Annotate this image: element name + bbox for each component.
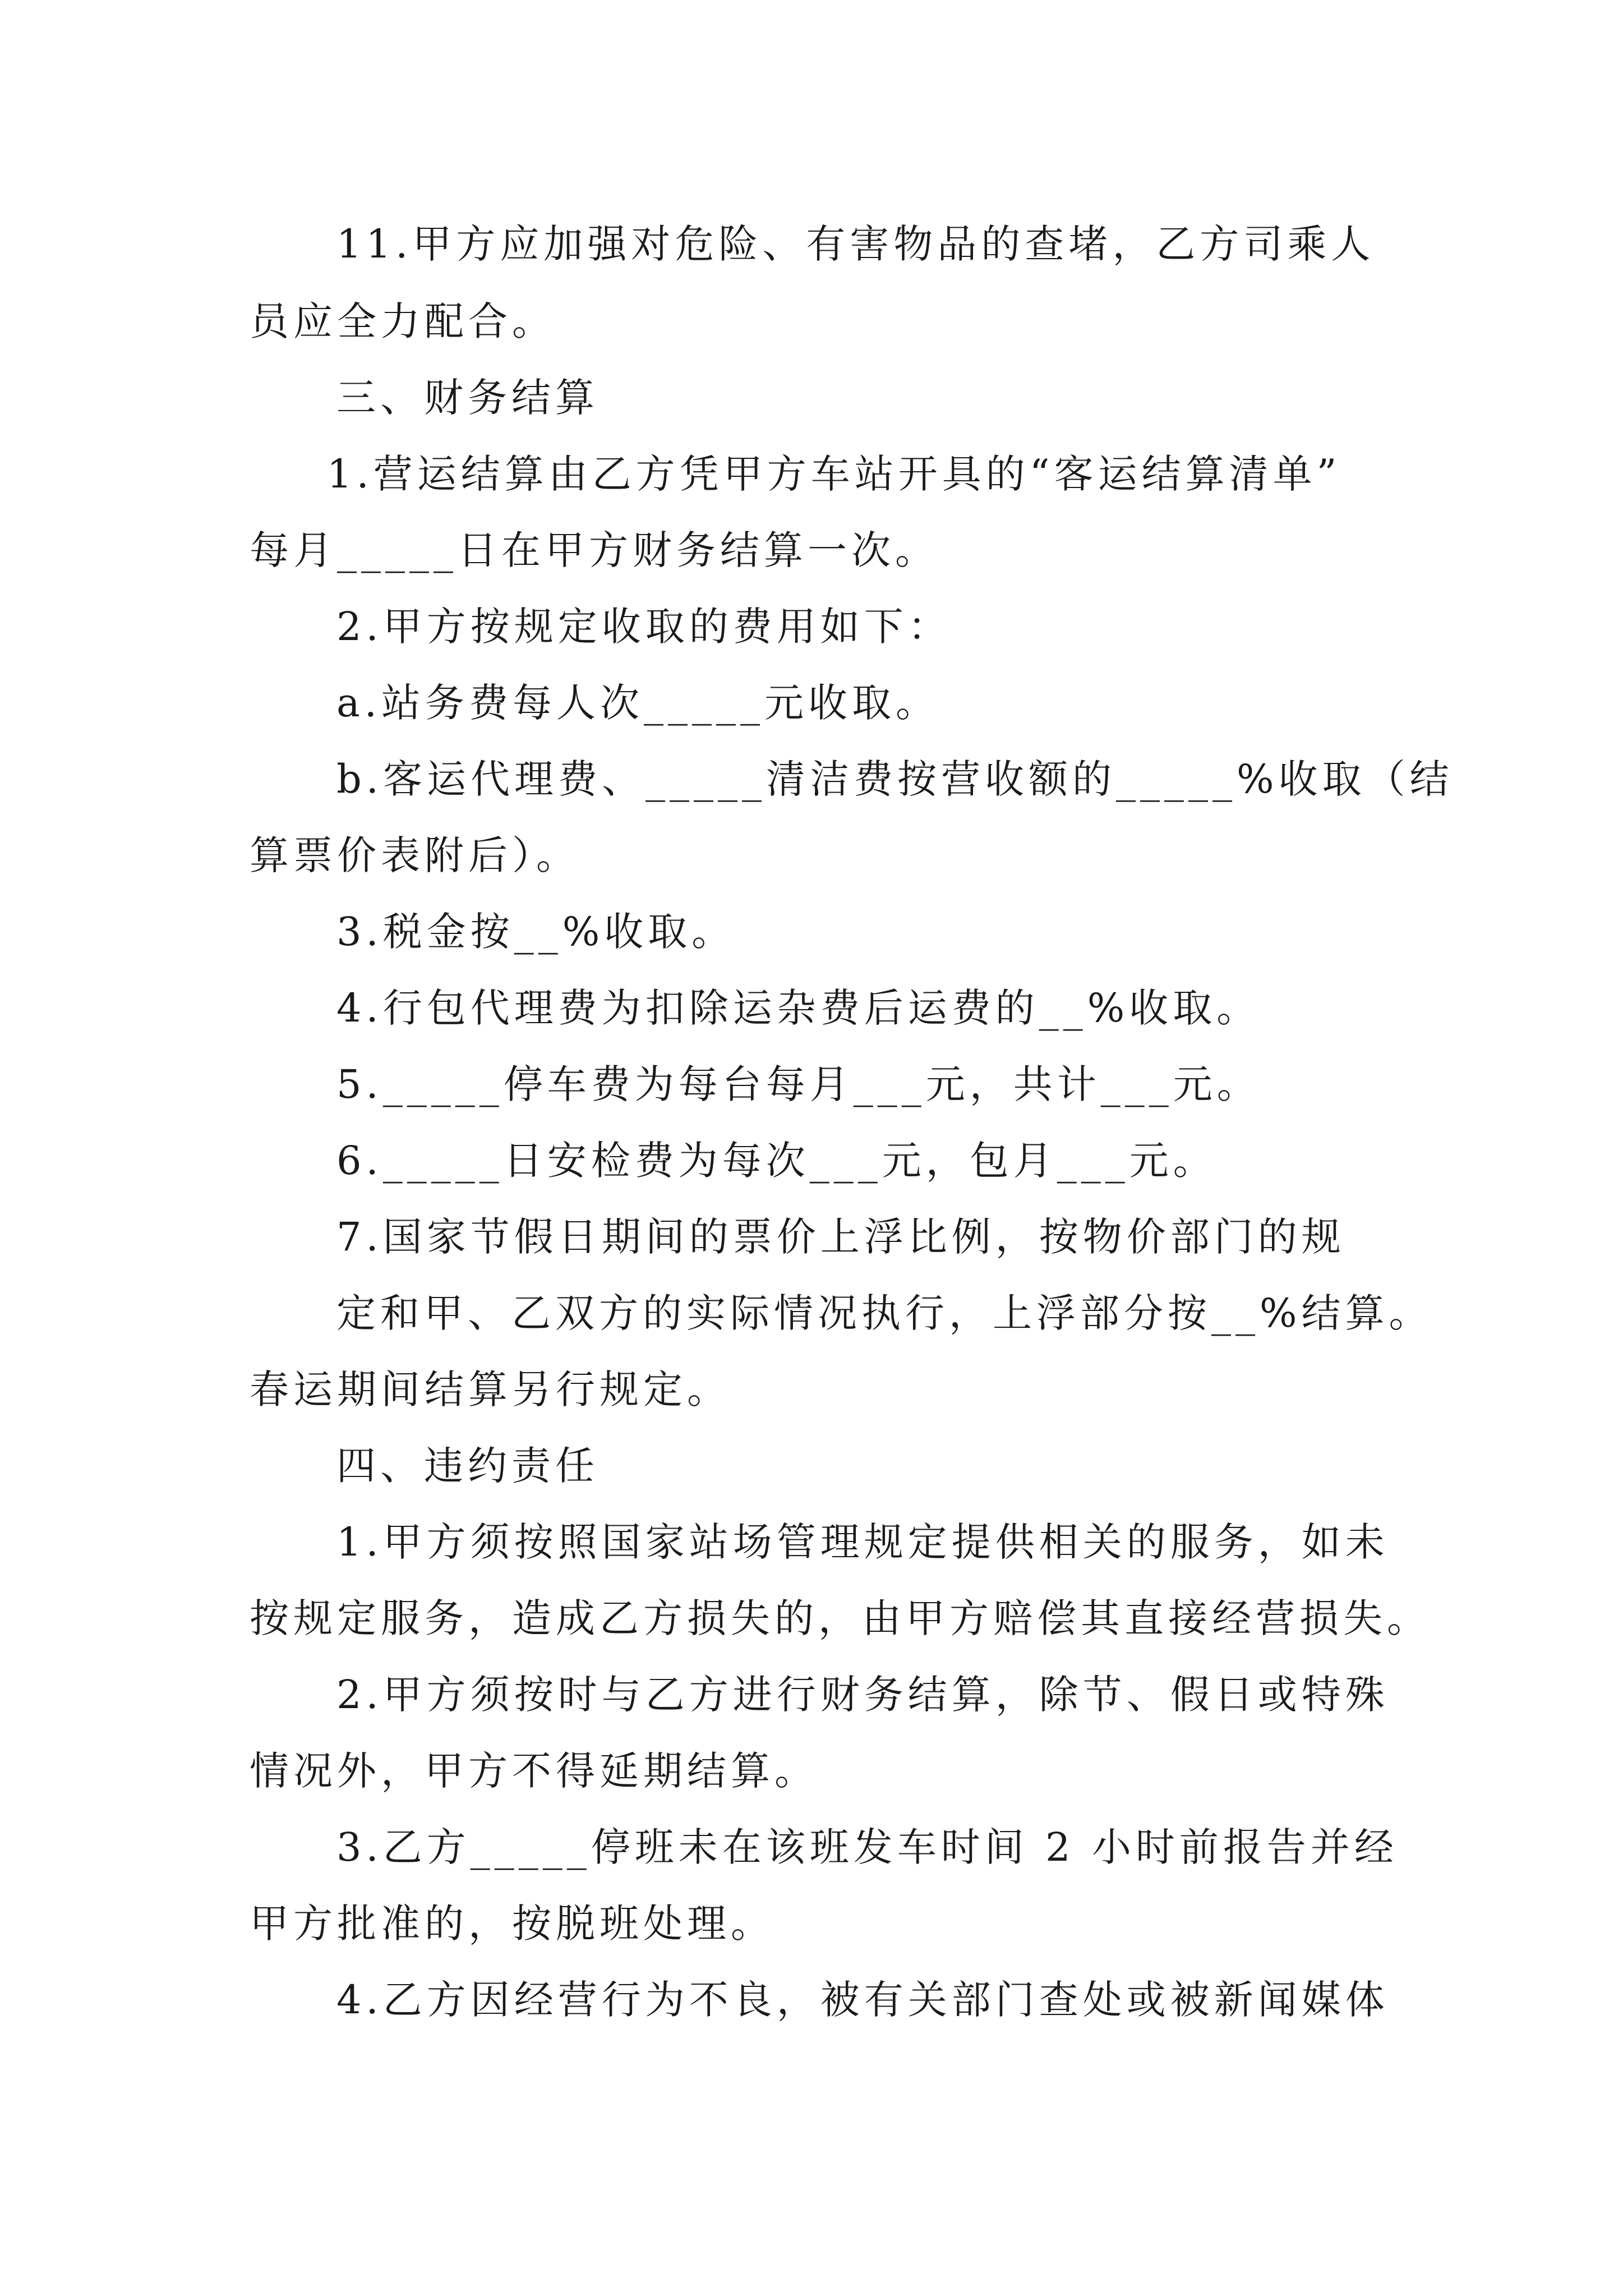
settlement-clause-1-line-2: 每月_____日在甲方财务结算一次。 — [250, 527, 939, 573]
settlement-clause-6: 6._____日安检费为每次___元，包月___元。 — [336, 1138, 1217, 1184]
liability-clause-1-line-2: 按规定服务，造成乙方损失的，由甲方赔偿其直接经营损失。 — [250, 1595, 1431, 1641]
settlement-clause-2a: a.站务费每人次_____元收取。 — [336, 680, 939, 726]
liability-clause-2-line-2: 情况外，甲方不得延期结算。 — [250, 1748, 818, 1794]
liability-clause-3-line-2: 甲方批准的，按脱班处理。 — [250, 1901, 774, 1947]
section-heading-breach-liability: 四、违约责任 — [336, 1443, 599, 1489]
section-heading-financial-settlement: 三、财务结算 — [336, 375, 599, 421]
settlement-clause-1-line-1: 1.营运结算由乙方凭甲方车站开具的“客运结算清单” — [327, 451, 1341, 497]
clause-11-line-1: 11.甲方应加强对危险、有害物品的查堵，乙方司乘人 — [336, 221, 1375, 267]
liability-clause-1-line-1: 1.甲方须按照国家站场管理规定提供相关的服务，如未 — [336, 1519, 1389, 1565]
settlement-clause-7-line-2: 定和甲、乙双方的实际情况执行，上浮部分按__%结算。 — [336, 1290, 1433, 1336]
liability-clause-4-line-1: 4.乙方因经营行为不良，被有关部门查处或被新闻媒体 — [336, 1977, 1389, 2023]
settlement-clause-7-line-3: 春运期间结算另行规定。 — [250, 1366, 731, 1412]
settlement-clause-5: 5._____停车费为每台每月___元，共计___元。 — [336, 1061, 1261, 1107]
settlement-clause-2: 2.甲方按规定收取的费用如下： — [336, 604, 952, 650]
settlement-clause-3: 3.税金按__%收取。 — [336, 909, 736, 955]
settlement-clause-2b-line-2: 算票价表附后）。 — [250, 832, 580, 878]
settlement-clause-7-line-1: 7.国家节假日期间的票价上浮比例，按物价部门的规 — [336, 1214, 1345, 1260]
clause-11-line-2: 员应全力配合。 — [250, 298, 556, 344]
liability-clause-2-line-1: 2.甲方须按时与乙方进行财务结算，除节、假日或特殊 — [336, 1672, 1389, 1718]
settlement-clause-2b-line-1: b.客运代理费、_____清洁费按营收额的_____%收取（结 — [336, 756, 1454, 802]
liability-clause-3-line-1: 3.乙方_____停班未在该班发车时间 2 小时前报告并经 — [336, 1824, 1398, 1870]
settlement-clause-4: 4.行包代理费为扣除运杂费后运费的__%收取。 — [336, 985, 1261, 1031]
